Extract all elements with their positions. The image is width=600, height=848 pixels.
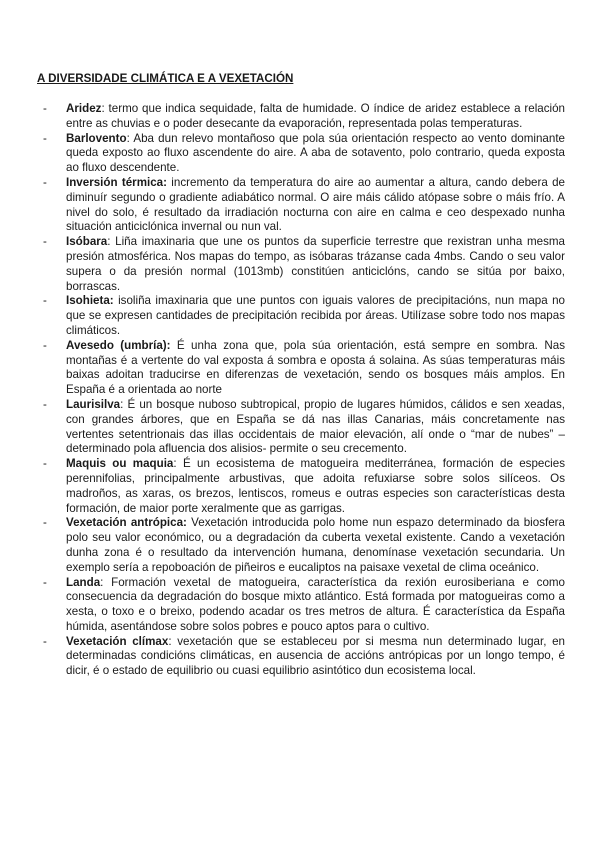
term-label: Vexetación clímax	[66, 634, 169, 648]
bullet-icon: -	[43, 294, 47, 308]
definition-text: vexetación que se estableceu por si mesma nun determinado lugar, en determinadas condicións climáticas, en ausencia de accións antrópicas por un longo tempo, é dicir, é o estado de equilibrio ou cuasi equilibrio asintótico dun ecosistema local.	[66, 634, 565, 678]
definition-text: isoliña imaxinaria que une puntos con iguais valores de precipitacións, nun mapa no que se expresen cantidades de precipitación recibida por áreas. Utilízase sobre todo nos mapas climáticos.	[66, 294, 565, 337]
definition-item-vexetacion-antropica	[43, 516, 565, 575]
bullet-icon: -	[43, 235, 47, 249]
term-separator: :	[168, 634, 172, 648]
term-label: Isohieta:	[66, 294, 114, 308]
definition-text: Formación vexetal de matogueira, característica da rexión eurosiberiana e como consecuencia da degradación do bosque mixto atlántico. Está formada por matogueiras como a xesta, o toxo e o breixo, podendo acadar os tres metros de altura. É característica da España húmida, asentándose sobre solos pobres e pouco aptos para o cultivo.	[66, 575, 565, 633]
definition-item-barlovento	[43, 132, 565, 176]
term-label: Isóbara	[66, 235, 108, 249]
definition-text: É unha zona que, pola súa orientación, está sempre en sombra. Nas montañas é a vertente do val exposta á sombra e oposta á solaina. As súas temperaturas máis baixas adoitan traducirse en diferenzas de vexetación, sendo os bosques máis amplos. En España é a orientada ao norte	[66, 338, 565, 397]
term-label: Avesedo (umbría):	[66, 338, 171, 352]
bullet-icon: -	[43, 575, 47, 589]
bullet-icon: -	[43, 397, 47, 411]
definition-item-maquis	[43, 457, 565, 516]
term-label: Maquis ou maquia	[66, 457, 174, 471]
term-label: Landa	[66, 575, 101, 589]
term-separator: :	[100, 575, 104, 589]
definition-text: Aba dun relevo montañoso que pola súa orientación respecto ao vento dominante queda exposto ao fluxo ascendente do aire. A aba de sotavento, polo contrario, queda exposta ao fluxo descendente.	[66, 131, 565, 175]
bullet-icon: -	[43, 338, 47, 352]
term-label: Aridez	[66, 102, 102, 115]
bullet-icon: -	[43, 175, 47, 189]
definition-text: Vexetación introducida polo home nun espazo determinado da biosfera polo seu valor económico, ou a degradación da cuberta vexetal existente. Cando a vexetación dunha zona é o resultado da intervención humana, denomínase vexetación secundaria. Un exemplo sería a repoboación de piñeiros e eucaliptos na paisaxe vexetal de clima oceánico.	[66, 516, 565, 574]
definition-item-inversion-termica	[43, 176, 565, 235]
definition-item-isobara	[43, 235, 565, 294]
definition-text: incremento da temperatura do aire ao aumentar a altura, cando debera de diminuír segundo o gradiente adiabático normal. O aire máis cálido atópase sobre o máis frío. A nivel do solo, é resultado da irradiación nocturna con aire en calma e ceo despexado nunha situación anticiclónica invernal ou nun val.	[66, 175, 565, 234]
definition-text: termo que indica sequidade, falta de humidade. O índice de aridez establece a relación entre as chuvias e o poder desecante da evaporación, representada polas temperaturas.	[66, 102, 565, 130]
bullet-icon: -	[43, 131, 47, 145]
bullet-icon: -	[43, 516, 47, 530]
term-separator: :	[126, 131, 130, 145]
definition-item-avesedo	[43, 339, 565, 398]
definition-item-aridez	[43, 102, 565, 132]
definition-item-laurisilva	[43, 398, 565, 457]
document-title: A DIVERSIDADE CLIMÁTICA E A VEXETACIÓN	[37, 72, 294, 85]
bullet-icon: -	[43, 457, 47, 471]
definition-item-isohieta	[43, 294, 565, 338]
term-label: Laurisilva	[66, 397, 121, 411]
bullet-icon: -	[43, 102, 47, 115]
term-separator: :	[173, 457, 177, 471]
term-separator: :	[101, 102, 105, 115]
term-separator: :	[107, 235, 111, 249]
definition-text: É un ecosistema de matogueira mediterránea, formación de especies perennifolias, principalmente arbustivas, que adoita refuxiarse sobre solos silíceos. Os madroños, as xaras, os brezos, lentiscos, romeus e outras especies son características desta formación, de maior porte xeralmente que as garrigas.	[66, 457, 565, 515]
definition-text: É un bosque nuboso subtropical, propio de lugares húmidos, cálidos e sen xeadas, con grandes árbores, que en España se dá nas illas Canarias, máis concretamente nas vertentes setentrionais das illas occidentais de maior elevación, alí onde o “mar de nubes” –determinado pola afluencia dos alisios- permite o seu crecemento.	[66, 397, 565, 456]
definition-item-vexetacion-climax	[43, 635, 565, 679]
definition-text: Liña imaxinaria que une os puntos da superficie terrestre que rexistran unha mesma presión atmosférica. Nos mapas do tempo, as isóbaras trázanse cada 4mbs. Cando o seu valor supera o da presión normal (1013mb) constitúen anticiclóns, cando se sitúa por baixo, borrascas.	[66, 235, 565, 293]
definition-list	[43, 102, 565, 679]
term-label: Inversión térmica:	[66, 175, 167, 189]
definition-item-landa	[43, 576, 565, 635]
term-label: Barlovento	[66, 131, 127, 145]
bullet-icon: -	[43, 634, 47, 648]
term-separator: :	[120, 397, 124, 411]
term-label: Vexetación antrópica:	[66, 516, 187, 530]
